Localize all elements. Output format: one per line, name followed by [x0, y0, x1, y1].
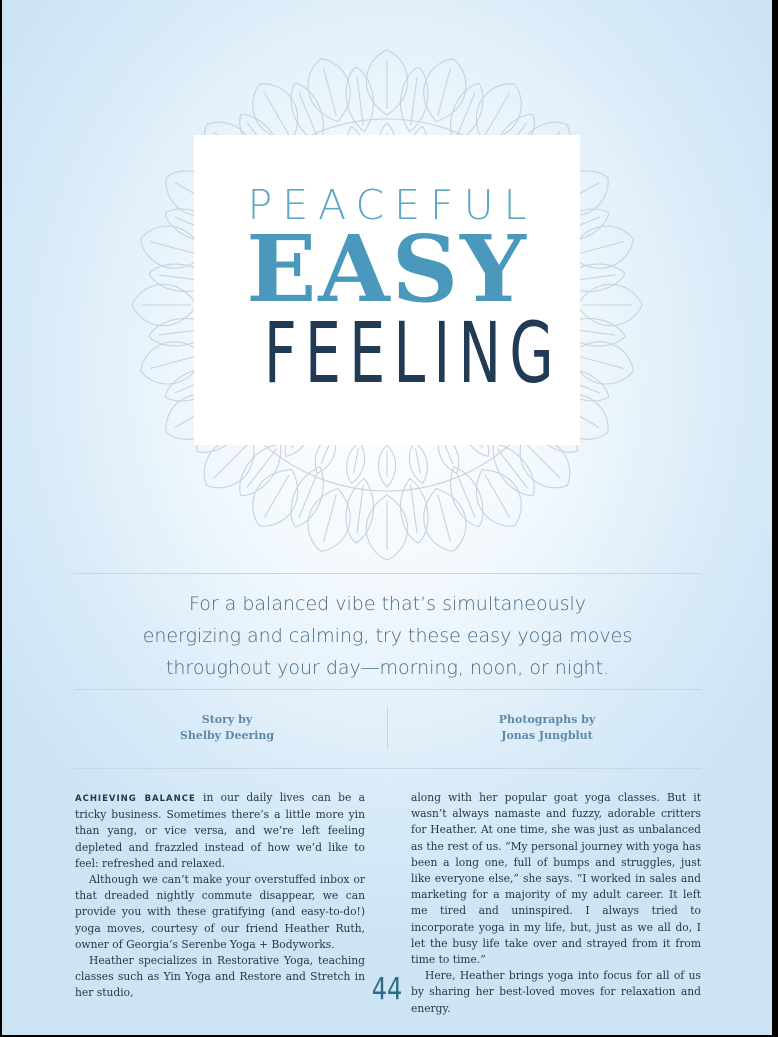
- body-paragraph-2: Although we can’t make your overstuffed inbox or that dreaded nightly commute disappear, we can provide you with these gratifying (and easy-to-do!) yoga moves, courtesy of our friend Heather Ruth, owner of Georgia’s Serenbe Yoga + Bodyworks.: [75, 873, 365, 951]
- body-paragraph-4: along with her popular goat yoga classes. But it wasn’t always namaste and fuzzy, adorable critters for Heather. At one time, she was just as unbalanced as the rest of us. “My personal journey with yoga has been a long one, full of bumps and struggles, just like everyone else,” she says. “I worked in sales and marketing for a majority of my adult career. It left me tired and uninspired. I always tried to incorporate yoga in my life, but, just as we all do, I let the busy life take over and strayed from it from time to time.”: [411, 791, 701, 967]
- story-credit: [102, 712, 352, 744]
- mandala-vein: [324, 494, 337, 541]
- mandala-vein: [357, 77, 363, 126]
- credits-bottom-rule: [74, 768, 701, 769]
- body-paragraph-1: [75, 790, 365, 872]
- body-paragraph-3: Heather specializes in Restorative Yoga, teaching classes such as Yin Yoga and Restore and Stretch in her studio,: [75, 954, 365, 1000]
- body-paragraph-1-text: in our daily lives can be a tricky business. Sometimes there’s a little more yin than yang, or vice versa, and we’re left feeling depleted and frazzled instead of how we’d like to feel: refreshed and relaxed.: [75, 791, 365, 870]
- mandala-vein: [576, 242, 623, 255]
- mandala-vein: [324, 68, 337, 115]
- mandala-vein: [415, 448, 420, 474]
- lead-in: ACHIEVING BALANCE: [75, 794, 196, 804]
- mandala-vein: [353, 448, 358, 474]
- story-credit-name: Shelby Deering: [179, 729, 275, 742]
- mandala-vein: [411, 77, 417, 126]
- mandala-vein: [150, 356, 197, 369]
- mandala-vein: [357, 484, 363, 533]
- page-number: 44: [371, 972, 403, 1007]
- mandala-vein: [411, 484, 417, 533]
- deck-bottom-rule: [74, 689, 701, 690]
- credit-divider: [387, 706, 388, 750]
- mandala-vein: [576, 356, 623, 369]
- deck-text: [74, 588, 701, 684]
- title-line-easy: EASY: [246, 215, 528, 323]
- photo-credit-label: Photographs by: [498, 713, 596, 726]
- story-credit-label: Story by: [201, 713, 253, 726]
- mandala-vein: [438, 494, 451, 541]
- title-line-feeling: FEELING: [263, 304, 562, 402]
- deck-line-2: energizing and calming, try these easy yoga moves: [142, 625, 633, 647]
- title-line-peaceful: PEACEFUL: [247, 181, 537, 229]
- body-paragraph-5: Here, Heather brings yoga into focus for all of us by sharing her best-loved moves for relaxation and energy.: [411, 969, 701, 1015]
- body-column-left: [75, 790, 365, 1002]
- magazine-page: [2, 0, 772, 1035]
- deck-top-rule: [74, 573, 701, 574]
- title-box: [194, 135, 580, 445]
- photo-credit-name: Jonas Jungblut: [501, 729, 593, 742]
- mandala-vein: [150, 242, 197, 255]
- photo-credit: [422, 712, 672, 744]
- deck-line-1: For a balanced vibe that’s simultaneously: [188, 593, 587, 615]
- deck-line-3: throughout your day—morning, noon, or night.: [165, 657, 610, 679]
- mandala-vein: [438, 68, 451, 115]
